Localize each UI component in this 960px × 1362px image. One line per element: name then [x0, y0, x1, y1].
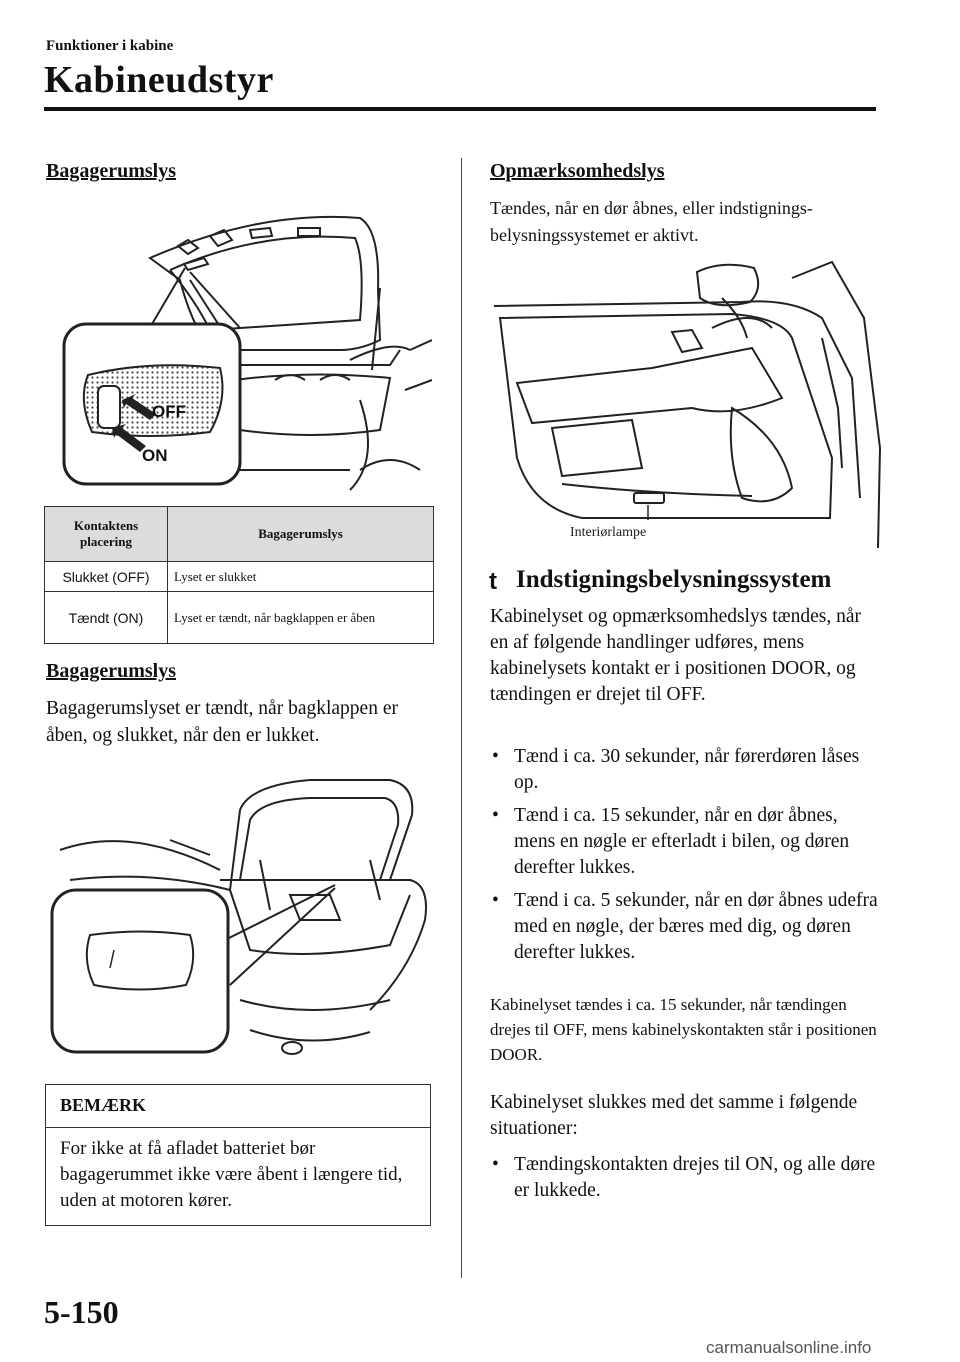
switch-position-table	[44, 506, 434, 644]
list-item: • Tændingskontakten drejes til ON, og alle døre er lukkede.	[490, 1152, 880, 1204]
note-box	[45, 1084, 431, 1226]
page-title: Kabineudstyr	[44, 59, 274, 101]
on-label: ON	[142, 446, 168, 465]
watermark: carmanualsonline.info	[706, 1338, 872, 1357]
trunk-light-illustration	[50, 770, 435, 1070]
table-header-position: Kontaktens placering	[45, 507, 168, 562]
table-row	[45, 592, 434, 644]
door-illustration	[492, 258, 882, 548]
list-item: • Tænd i ca. 30 sekunder, når førerdøren låses op.	[490, 744, 882, 796]
table-cell-state: Lyset er slukket	[168, 562, 434, 592]
note-text: For ikke at få afladet batteriet bør bagagerummet ikke være åbent i længere tid, uden at motoren kører.	[60, 1138, 403, 1211]
bullet-list-1	[490, 744, 882, 966]
bullet-list-2	[490, 1152, 880, 1204]
list-item: • Tænd i ca. 15 sekunder, når en dør åbnes, mens en nøgle er efterladt i bilen, og døren derefter lukkes.	[490, 803, 882, 881]
heading-courtesy-light: Opmærksomhedslys	[490, 160, 665, 182]
table-cell-position: Slukket (OFF)	[45, 562, 168, 592]
luggage-light-paragraph: Bagagerumslyset er tændt, når bagklappen er åben, og slukket, når den er lukket.	[46, 698, 398, 746]
section-label: Funktioner i kabine	[46, 38, 174, 54]
section-glyph: t	[489, 568, 497, 595]
title-rule	[44, 107, 876, 111]
liftgate-light-illustration	[60, 200, 432, 492]
table-row	[45, 562, 434, 592]
section-title: Indstigningsbelysningssystem	[516, 566, 832, 593]
note-title: BEMÆRK	[46, 1085, 430, 1128]
heading-luggage-light-2: Bagagerumslys	[46, 660, 176, 682]
list-item: • Tænd i ca. 5 sekunder, når en dør åbnes udefra med en nøgle, der bæres med dig, og døren derefter lukkes.	[490, 888, 882, 966]
column-divider	[461, 158, 462, 1278]
table-cell-state: Lyset er tændt, når bagklappen er åben	[168, 592, 434, 644]
table-cell-position: Tændt (ON)	[45, 592, 168, 644]
courtesy-light-intro: Tændes, når en dør åbnes, eller indstignings-belysningssystemet er aktivt.	[490, 198, 813, 245]
ignition-paragraph: Kabinelyset tændes i ca. 15 sekunder, når tændingen drejes til OFF, mens kabinelyskontakten står i positionen DOOR.	[490, 995, 877, 1064]
table-header-light: Bagagerumslys	[168, 507, 434, 562]
page-number: 5-150	[44, 1294, 119, 1330]
heading-luggage-light: Bagagerumslys	[46, 160, 176, 182]
off-label: OFF	[152, 402, 186, 421]
interior-lamp-label: Interiørlampe	[570, 525, 647, 540]
off-situations-paragraph: Kabinelyset slukkes med det samme i følgende situationer:	[490, 1092, 858, 1139]
illumination-paragraph: Kabinelyset og opmærksomhedslys tændes, når en af følgende handlinger udføres, mens kabinelysets kontakt er i positionen DOOR, og tændingen er drejet til OFF.	[490, 606, 862, 705]
